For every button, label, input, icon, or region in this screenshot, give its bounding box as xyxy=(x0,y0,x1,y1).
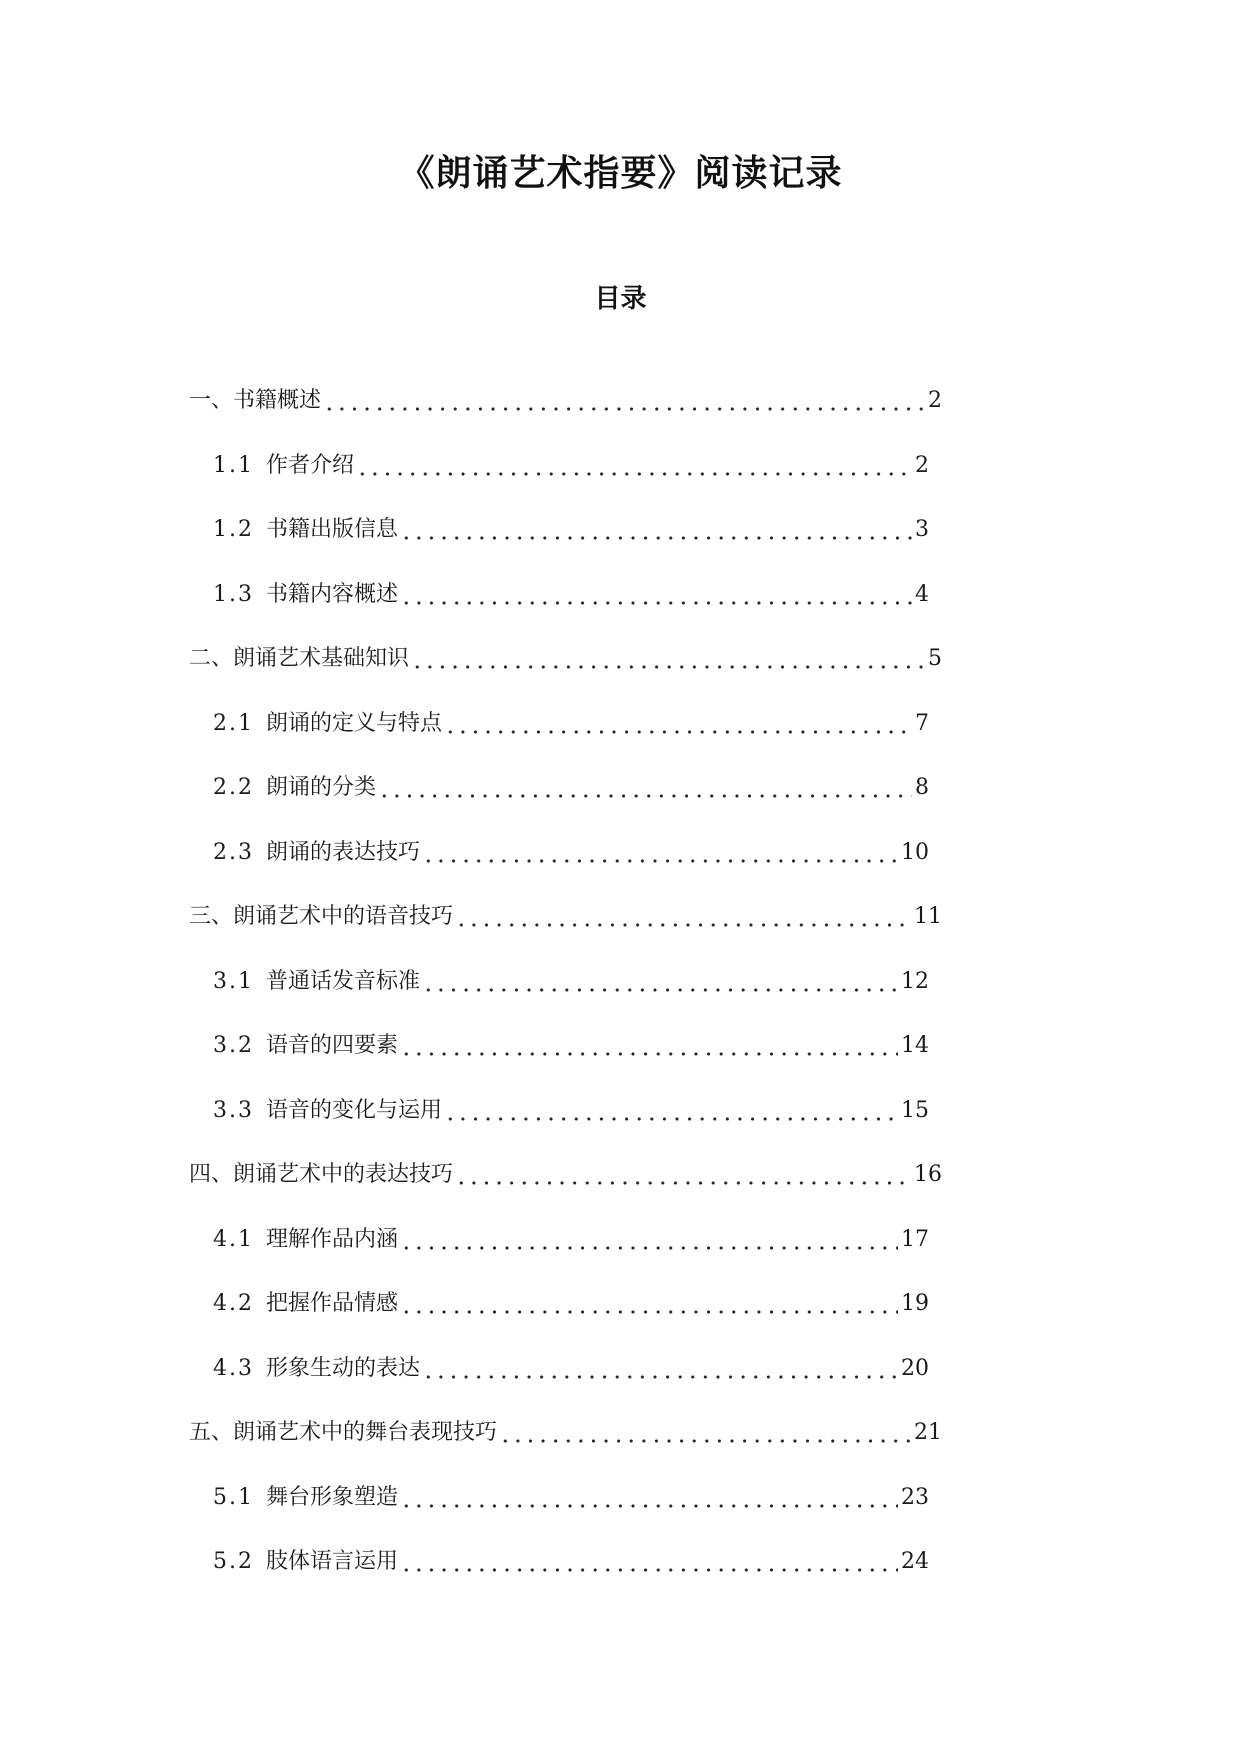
toc-dot-leader xyxy=(400,1035,898,1057)
toc-heading: 目录 xyxy=(594,284,647,314)
toc-entry-page-number: 12 xyxy=(901,968,929,994)
toc-section-entry xyxy=(213,1272,929,1336)
toc-entry-title: 朗诵艺术中的舞台表现技巧 xyxy=(233,1420,498,1445)
toc-entry-number: 2.3 xyxy=(213,839,254,865)
toc-entry-number: 1.1 xyxy=(213,452,254,478)
toc-entry-page-number: 8 xyxy=(915,775,929,800)
toc-entry-title: 书籍概述 xyxy=(233,388,322,413)
toc-entry-page-number: 24 xyxy=(901,1549,929,1574)
toc-entry-title: 理解作品内涵 xyxy=(266,1226,399,1252)
toc-section-entry xyxy=(213,498,929,562)
toc-list xyxy=(0,369,1241,1609)
toc-dot-leader xyxy=(356,455,912,477)
toc-entry-title: 形象生动的表达 xyxy=(266,1355,421,1381)
toc-dot-leader xyxy=(323,390,925,412)
toc-entry-title: 朗诵艺术中的语音技巧 xyxy=(233,904,454,929)
toc-entry-title: 舞台形象塑造 xyxy=(266,1484,399,1510)
toc-entry-number: 1.3 xyxy=(213,581,254,607)
toc-entry-title: 书籍内容概述 xyxy=(266,581,399,607)
toc-entry-page-number: 21 xyxy=(914,1420,942,1445)
toc-entry-page-number: 5 xyxy=(928,646,942,671)
toc-entry-number: 5.1 xyxy=(213,1484,254,1510)
toc-entry-title: 语音的四要素 xyxy=(266,1033,399,1058)
toc-entry-page-number: 17 xyxy=(901,1226,929,1252)
toc-chapter-entry xyxy=(189,1143,942,1207)
toc-dot-leader xyxy=(455,906,911,928)
toc-dot-leader xyxy=(400,1229,898,1251)
toc-section-entry xyxy=(213,563,929,627)
document-title: 《朗诵艺术指要》阅读记录 xyxy=(398,152,843,194)
toc-entry-title: 朗诵的定义与特点 xyxy=(266,710,443,736)
toc-entry-number: 1.2 xyxy=(213,517,254,542)
toc-entry-number: 五、 xyxy=(189,1420,234,1445)
toc-entry-number: 2.2 xyxy=(213,775,254,800)
toc-entry-page-number: 2 xyxy=(915,452,929,478)
toc-dot-leader xyxy=(455,1164,911,1186)
toc-section-entry xyxy=(213,1079,929,1143)
toc-entry-number: 3.2 xyxy=(213,1033,254,1058)
toc-section-entry xyxy=(213,692,929,756)
toc-entry-number: 三、 xyxy=(189,904,234,929)
toc-entry-number: 3.1 xyxy=(213,968,254,994)
toc-entry-number: 二、 xyxy=(189,646,234,671)
toc-entry-page-number: 20 xyxy=(901,1355,929,1381)
toc-entry-page-number: 7 xyxy=(915,710,929,736)
toc-entry-title: 语音的变化与运用 xyxy=(266,1097,443,1123)
toc-entry-number: 4.2 xyxy=(213,1291,254,1316)
toc-dot-leader xyxy=(400,1551,898,1573)
toc-entry-title: 书籍出版信息 xyxy=(266,517,399,542)
toc-dot-leader xyxy=(499,1422,911,1444)
toc-section-entry xyxy=(213,1208,929,1272)
toc-dot-leader xyxy=(444,1100,898,1122)
toc-section-entry xyxy=(213,950,929,1014)
toc-section-entry xyxy=(213,434,929,498)
toc-entry-title: 把握作品情感 xyxy=(266,1291,399,1316)
toc-dot-leader xyxy=(400,1293,898,1315)
toc-entry-page-number: 4 xyxy=(915,581,929,607)
toc-entry-title: 作者介绍 xyxy=(266,452,355,478)
toc-dot-leader xyxy=(378,777,912,799)
toc-entry-title: 普通话发音标准 xyxy=(266,968,421,994)
toc-entry-title: 肢体语言运用 xyxy=(266,1549,399,1574)
toc-chapter-entry xyxy=(189,1401,942,1465)
toc-entry-number: 一、 xyxy=(189,388,234,413)
toc-section-entry xyxy=(213,756,929,820)
toc-section-entry xyxy=(213,1014,929,1078)
toc-entry-title: 朗诵的分类 xyxy=(266,775,377,800)
toc-section-entry xyxy=(213,1530,929,1594)
toc-entry-page-number: 23 xyxy=(901,1484,929,1510)
toc-entry-page-number: 2 xyxy=(928,388,942,413)
toc-dot-leader xyxy=(400,584,912,606)
toc-dot-leader xyxy=(422,842,898,864)
toc-chapter-entry xyxy=(189,369,942,433)
toc-entry-page-number: 16 xyxy=(914,1162,942,1187)
toc-entry-title: 朗诵的表达技巧 xyxy=(266,839,421,865)
toc-chapter-entry xyxy=(189,885,942,949)
toc-dot-leader xyxy=(444,713,912,735)
toc-entry-number: 3.3 xyxy=(213,1097,254,1123)
toc-entry-page-number: 14 xyxy=(901,1033,929,1058)
toc-entry-page-number: 15 xyxy=(901,1097,929,1123)
toc-entry-title: 朗诵艺术中的表达技巧 xyxy=(233,1162,454,1187)
toc-entry-number: 4.3 xyxy=(213,1355,254,1381)
toc-dot-leader xyxy=(422,1358,898,1380)
toc-entry-page-number: 3 xyxy=(915,517,929,542)
toc-section-entry xyxy=(213,821,929,885)
toc-entry-number: 2.1 xyxy=(213,710,254,736)
toc-section-entry xyxy=(213,1466,929,1530)
toc-dot-leader xyxy=(422,971,898,993)
toc-dot-leader xyxy=(411,648,925,670)
toc-dot-leader xyxy=(400,519,912,541)
toc-chapter-entry xyxy=(189,627,942,691)
toc-section-entry xyxy=(213,1337,929,1401)
toc-entry-page-number: 19 xyxy=(901,1291,929,1316)
toc-entry-page-number: 10 xyxy=(901,839,929,865)
toc-entry-number: 4.1 xyxy=(213,1226,254,1252)
toc-dot-leader xyxy=(400,1487,898,1509)
toc-entry-number: 四、 xyxy=(189,1162,234,1187)
toc-entry-title: 朗诵艺术基础知识 xyxy=(233,646,410,671)
toc-entry-page-number: 11 xyxy=(914,904,942,929)
toc-entry-number: 5.2 xyxy=(213,1549,254,1574)
